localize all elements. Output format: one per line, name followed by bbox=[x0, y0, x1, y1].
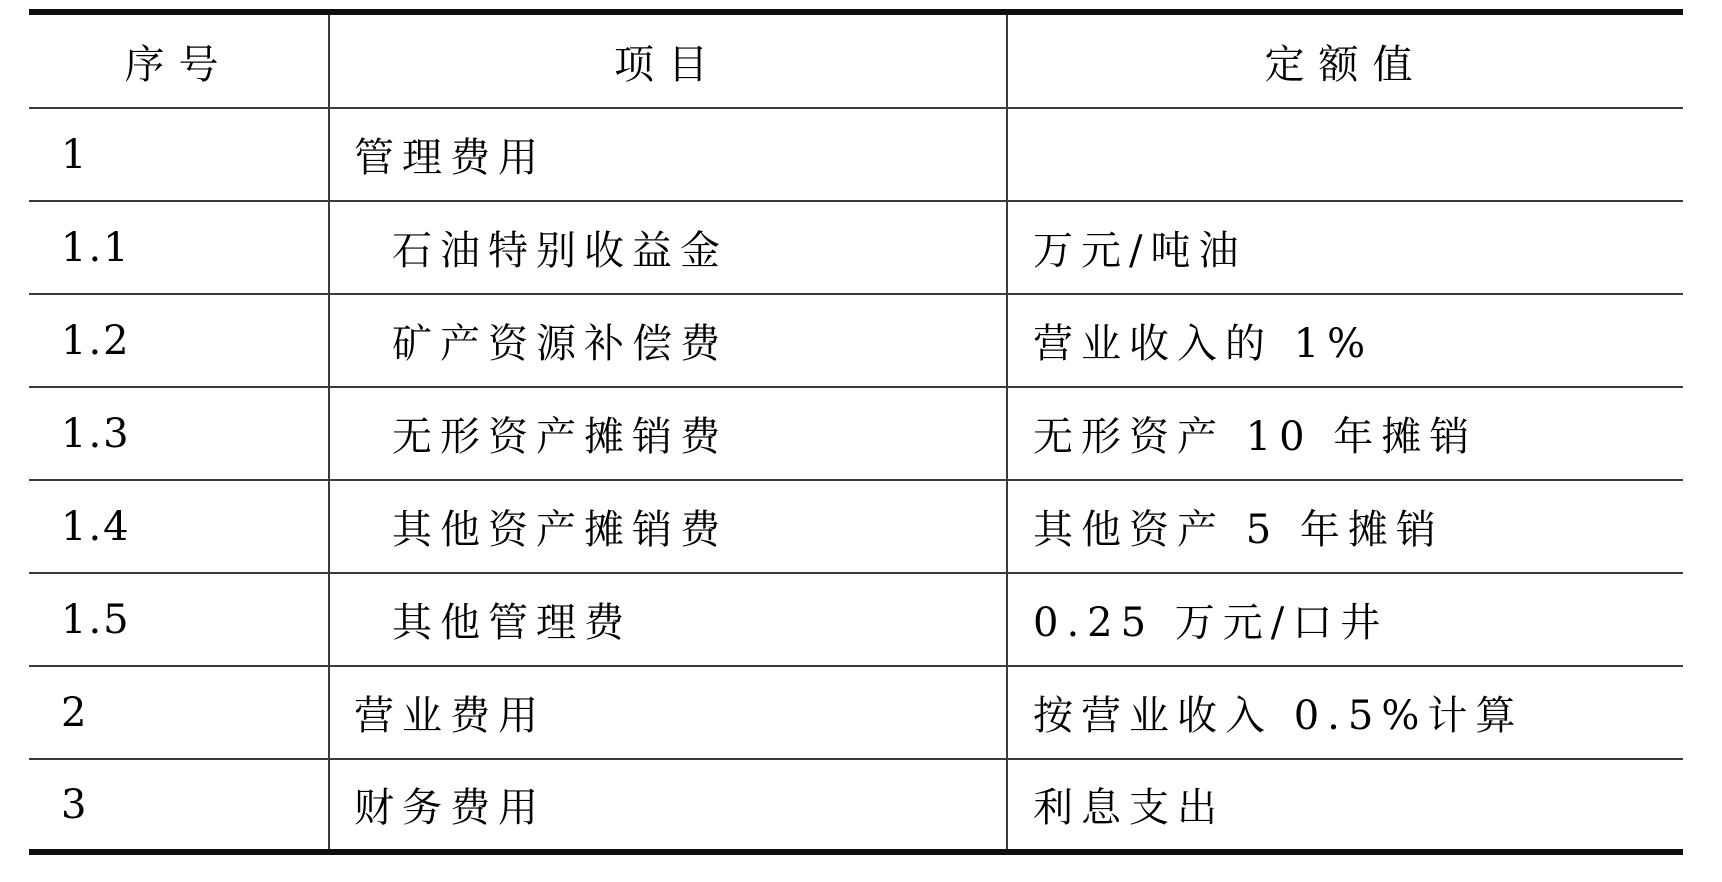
table-body bbox=[29, 108, 1683, 852]
cell-serial-number: 1.2 bbox=[29, 294, 329, 387]
table-row bbox=[29, 387, 1683, 480]
header-cell-quota-value: 定额值 bbox=[1264, 41, 1427, 88]
cell-quota-value: 万元/吨油 bbox=[1033, 228, 1247, 274]
table-row bbox=[29, 480, 1683, 573]
cell-item: 营业费用 bbox=[329, 666, 1007, 759]
table-row bbox=[29, 108, 1683, 201]
cell-item: 矿产资源补偿费 bbox=[329, 294, 1007, 387]
cell-serial-number: 1.1 bbox=[29, 201, 329, 294]
quota-table bbox=[29, 9, 1683, 855]
cell-item: 其他资产摊销费 bbox=[329, 480, 1007, 573]
table-row bbox=[29, 573, 1683, 666]
cell-quota-value: 利息支出 bbox=[1033, 785, 1225, 831]
cell-serial-number: 1.5 bbox=[29, 573, 329, 666]
cell-item: 石油特别收益金 bbox=[329, 201, 1007, 294]
header-row bbox=[29, 12, 1683, 108]
table-row bbox=[29, 201, 1683, 294]
cell-serial-number: 1.4 bbox=[29, 480, 329, 573]
cell-quota-value: 营业收入的 1% bbox=[1033, 321, 1374, 367]
cell-item: 其他管理费 bbox=[329, 573, 1007, 666]
cell-serial-number: 3 bbox=[29, 759, 329, 852]
header-cell-item: 项目 bbox=[329, 12, 1007, 108]
cell-item: 管理费用 bbox=[329, 108, 1007, 201]
cell-quota-value bbox=[1007, 108, 1683, 201]
cell-item: 财务费用 bbox=[329, 759, 1007, 852]
table-row bbox=[29, 666, 1683, 759]
cell-serial-number: 1 bbox=[29, 108, 329, 201]
cell-quota-value: 无形资产 10 年摊销 bbox=[1033, 414, 1478, 460]
cell-serial-number: 2 bbox=[29, 666, 329, 759]
table-row bbox=[29, 759, 1683, 852]
cell-quota-value: 0.25 万元/口井 bbox=[1033, 600, 1389, 646]
cell-quota-value: 按营业收入 0.5%计算 bbox=[1033, 693, 1524, 739]
cell-serial-number: 1.3 bbox=[29, 387, 329, 480]
cell-quota-value: 其他资产 5 年摊销 bbox=[1033, 507, 1444, 553]
cell-item: 无形资产摊销费 bbox=[329, 387, 1007, 480]
table-row bbox=[29, 294, 1683, 387]
header-cell-serial-number: 序号 bbox=[29, 12, 329, 108]
